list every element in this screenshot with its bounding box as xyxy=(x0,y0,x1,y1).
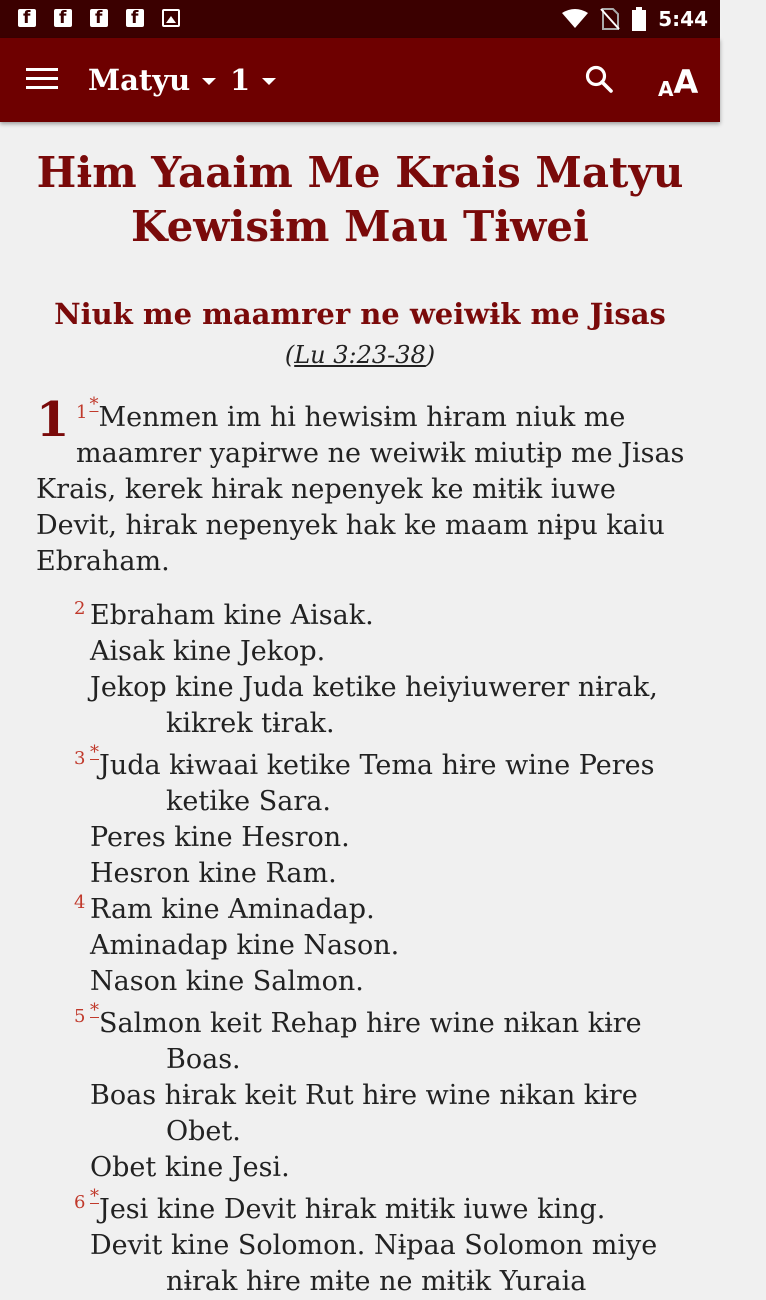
paren-open: ( xyxy=(284,341,295,369)
chapter-drop-number: 1 xyxy=(36,392,70,448)
wifi-icon xyxy=(562,9,588,29)
search-icon xyxy=(584,64,614,94)
poetry-line xyxy=(90,1078,690,1114)
poetry-line xyxy=(90,634,690,670)
verse-text: Ebraham kine Aisak. xyxy=(90,600,374,631)
verse-text: Devit kine Solomon. Nɨpaa Solomon miye xyxy=(90,1230,658,1261)
status-bar xyxy=(0,0,720,38)
app-bar xyxy=(0,38,720,122)
poetry-line xyxy=(90,964,690,1000)
verse-text: Obet kine Jesi. xyxy=(90,1152,290,1183)
poetry-line xyxy=(166,784,766,820)
poetry-line xyxy=(74,598,690,634)
clock: 5:44 xyxy=(658,7,708,31)
verse-text: Nason kine Salmon. xyxy=(90,966,364,997)
verse-1-line-1 xyxy=(36,394,626,433)
book-selector[interactable] xyxy=(88,60,216,100)
system-icons xyxy=(550,0,708,38)
verse-1-line-3: Krais, kerek hɨrak nepenyek ke mɨtɨk iuwe xyxy=(36,474,616,505)
verse-text: nɨrak hɨre mɨte ne mɨtɨk Yuraia xyxy=(166,1266,587,1297)
verse-text: Boas hɨrak keit Rut hɨre wine nɨkan kɨre xyxy=(90,1080,638,1111)
verse-text: ketike Sara. xyxy=(166,786,331,817)
verse-1-line-4: Devit, hɨrak nepenyek hak ke maam nɨpu kaiu xyxy=(36,510,665,541)
verse-text: Jesi kine Devit hɨrak mɨtɨk iuwe king. xyxy=(99,1194,606,1225)
notification-icons xyxy=(18,9,180,27)
book-title-line-1: Hɨm Yaaim Me Krais Matyu xyxy=(36,148,684,197)
verse-1-line-2: maamrer yapɨrwe ne weiwɨk miutɨp me Jisas xyxy=(76,438,685,469)
verse-number: 1 xyxy=(76,402,88,423)
book-title-line-2: Kewisɨm Mau Tɨwei xyxy=(131,202,589,251)
paren-close: ) xyxy=(425,341,436,369)
parallel-reference xyxy=(20,338,700,372)
footnote-marker[interactable]: * xyxy=(89,394,99,415)
verse-number: 5 xyxy=(74,1006,86,1027)
verse-1-line-5: Ebraham. xyxy=(36,546,170,577)
poetry-line xyxy=(90,1228,690,1264)
verse-number: 3 xyxy=(74,748,86,769)
poetry-line xyxy=(90,856,690,892)
verse-text: Aisak kine Jekop. xyxy=(90,636,326,667)
poetry-line xyxy=(74,1000,690,1042)
poetry-line xyxy=(166,1042,766,1078)
poetry-line xyxy=(74,742,690,784)
book-title xyxy=(20,146,700,254)
battery-icon xyxy=(632,7,646,31)
menu-icon xyxy=(26,68,58,71)
chapter-number: 1 xyxy=(230,63,251,97)
search-button[interactable] xyxy=(584,64,614,98)
verse-text: Obet. xyxy=(166,1116,241,1147)
font-size-icon: A xyxy=(658,77,674,101)
footnote-marker[interactable]: * xyxy=(90,742,99,763)
footnote-marker[interactable]: * xyxy=(90,1186,99,1207)
facebook-icon xyxy=(90,9,108,27)
image-icon xyxy=(162,9,180,27)
poetry-line xyxy=(166,1264,766,1300)
font-size-icon-large: A xyxy=(673,63,699,101)
book-name: Matyu xyxy=(88,63,191,97)
verse-text: Hesron kine Ram. xyxy=(90,858,337,889)
poetry-line xyxy=(90,1150,690,1186)
poetry-line xyxy=(90,820,690,856)
poetry-line xyxy=(90,928,690,964)
menu-icon-bar xyxy=(26,86,58,89)
verse-text: Salmon keit Rehap hɨre wine nɨkan kɨre xyxy=(99,1008,642,1039)
verse-text: Boas. xyxy=(166,1044,241,1075)
footnote-marker[interactable]: * xyxy=(90,1000,99,1021)
poetry-line xyxy=(90,670,690,706)
no-sim-icon xyxy=(600,8,620,30)
chevron-down-icon xyxy=(262,78,276,85)
verse-text: Juda kɨwaai ketike Tema hɨre wine Peres xyxy=(99,750,655,781)
verse-text: Peres kine Hesron. xyxy=(90,822,350,853)
menu-icon-bar xyxy=(26,77,58,80)
verse-text: kikrek tɨrak. xyxy=(166,708,335,739)
verse-text: Ram kine Aminadap. xyxy=(90,894,375,925)
section-heading: Niuk me maamrer ne weiwɨk me Jisas xyxy=(54,297,666,331)
menu-button[interactable] xyxy=(26,68,58,92)
facebook-icon xyxy=(126,9,144,27)
verse-number: 4 xyxy=(74,892,86,913)
verse-1 xyxy=(36,394,686,580)
cross-reference-link[interactable]: Lu 3:23-38 xyxy=(294,341,426,369)
verse-text: Aminadap kine Nason. xyxy=(90,930,400,961)
poetry-line xyxy=(74,892,690,928)
reader-content[interactable] xyxy=(0,122,720,1297)
facebook-icon xyxy=(18,9,36,27)
chevron-down-icon xyxy=(202,78,216,85)
verse-number: 6 xyxy=(74,1192,86,1213)
verse-text: Jekop kine Juda ketike heiyiuwerer nɨrak, xyxy=(90,672,658,703)
facebook-icon xyxy=(54,9,72,27)
verse-number: 2 xyxy=(74,598,86,619)
text-size-button[interactable] xyxy=(658,60,698,100)
poetry-line xyxy=(166,706,766,742)
poetry-line xyxy=(74,1186,690,1228)
poetry-line xyxy=(166,1114,766,1150)
chapter-selector[interactable] xyxy=(230,60,276,100)
verse-text: Menmen im hi hewisɨm hɨram niuk me xyxy=(98,402,626,433)
